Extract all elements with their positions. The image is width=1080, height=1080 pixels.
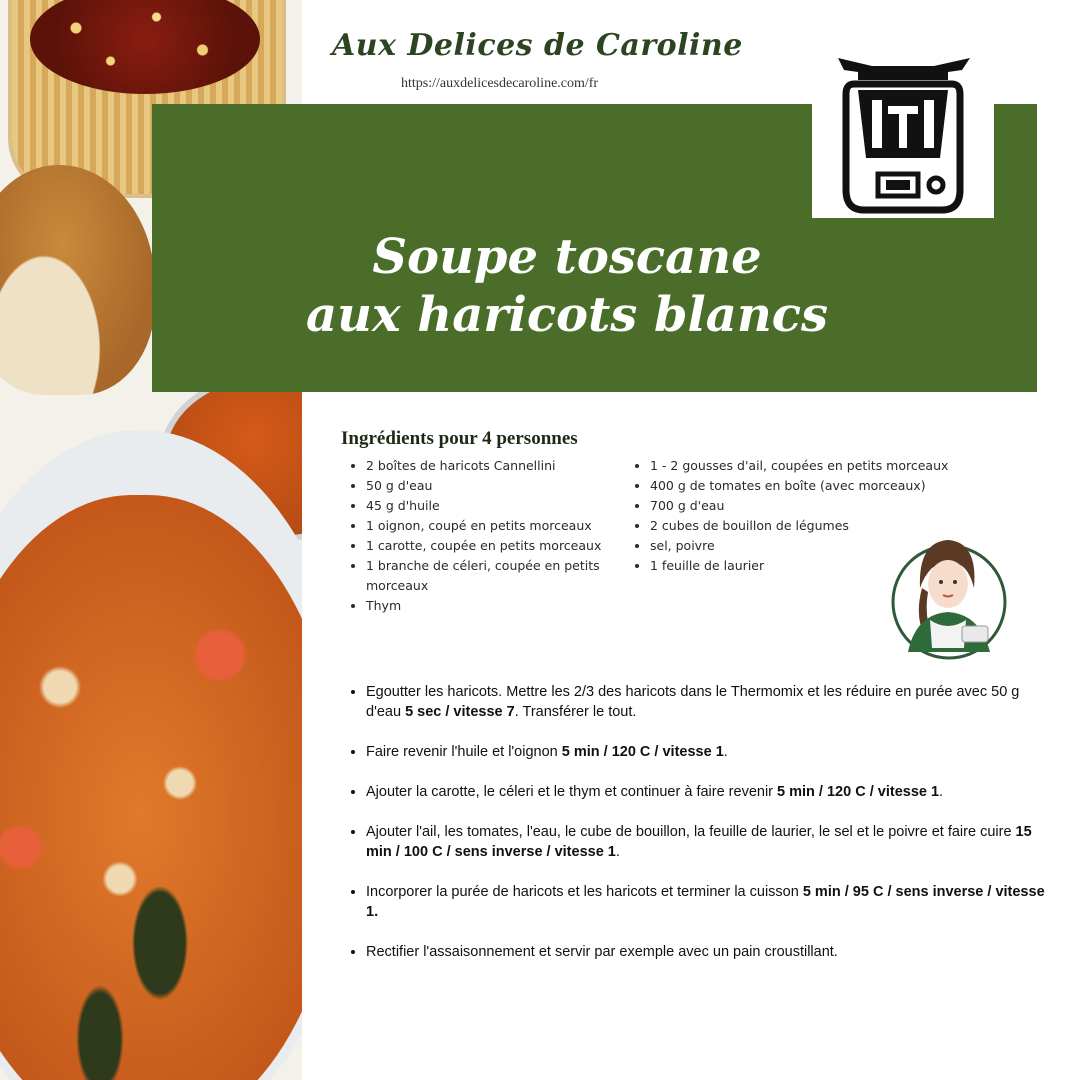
recipe-title	[152, 228, 982, 344]
ingredient-item: • 1 branche de céleri, coupée en petits morceaux	[366, 556, 631, 596]
ingredient-item: • sel, poivre	[650, 536, 950, 556]
ingredient-item: • 2 boîtes de haricots Cannellini	[366, 456, 631, 476]
ingredient-item: • 1 - 2 gousses d'ail, coupées en petits morceaux	[650, 456, 950, 476]
caroline-avatar-icon	[886, 528, 1012, 660]
ingredient-item: • 2 cubes de bouillon de légumes	[650, 516, 950, 536]
instructions-list	[341, 682, 1056, 982]
ingredients-list-left	[341, 456, 631, 616]
ingredient-item: • 1 oignon, coupé en petits morceaux	[366, 516, 631, 536]
instruction-step: • Faire revenir l'huile et l'oignon 5 min / 120 C / vitesse 1.	[366, 742, 1056, 762]
ingredients-heading: Ingrédients pour 4 personnes	[341, 428, 578, 449]
recipe-title-line-1: Soupe toscane	[372, 229, 762, 285]
instruction-step: • Ajouter l'ail, les tomates, l'eau, le cube de bouillon, la feuille de laurier, le sel et le poivre et faire cuire 15 min / 100 C / sens inverse / vitesse 1.	[366, 822, 1056, 862]
ingredient-item: • Thym	[366, 596, 631, 616]
caroline-avatar-svg	[886, 528, 1012, 660]
ingredient-item: • 700 g d'eau	[650, 496, 950, 516]
site-url[interactable]: https://auxdelicesdecaroline.com/fr	[401, 76, 599, 91]
bread-loaf	[0, 165, 155, 395]
instruction-step: • Ajouter la carotte, le céleri et le thym et continuer à faire revenir 5 min / 120 C / vitesse 1.	[366, 782, 1056, 802]
ingredient-item: • 1 carotte, coupée en petits morceaux	[366, 536, 631, 556]
instruction-step: • Rectifier l'assaisonnement et servir par exemple avec un pain croustillant.	[366, 942, 1056, 962]
site-title: Aux Delices de Caroline	[332, 28, 743, 63]
ingredient-item: • 50 g d'eau	[366, 476, 631, 496]
ingredient-item: • 1 feuille de laurier	[650, 556, 950, 576]
instruction-step: • Incorporer la purée de haricots et les haricots et terminer la cuisson 5 min / 95 C / sens inverse / vitesse 1.	[366, 882, 1056, 922]
thermomix-icon	[812, 50, 994, 218]
instruction-step: • Egoutter les haricots. Mettre les 2/3 des haricots dans le Thermomix et les réduire en purée avec 50 g d'eau 5 sec / vitesse 7. Transférer le tout.	[366, 682, 1056, 722]
soup-closeup	[0, 495, 302, 1080]
recipe-title-line-2: aux haricots blancs	[305, 287, 829, 343]
ingredient-item: • 400 g de tomates en boîte (avec morceaux)	[650, 476, 950, 496]
thermomix-icon-svg	[812, 50, 994, 218]
ingredient-item: • 45 g d'huile	[366, 496, 631, 516]
